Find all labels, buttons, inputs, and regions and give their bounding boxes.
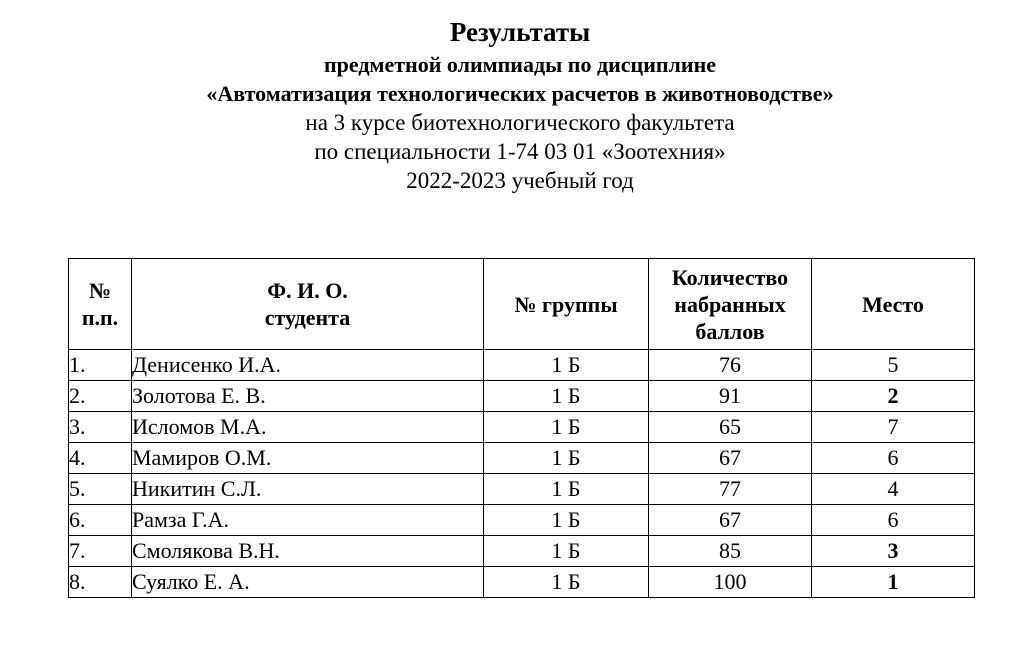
header-score-line-1: Количество — [671, 264, 789, 290]
table-row — [69, 474, 975, 505]
table-row — [69, 536, 975, 567]
header-score-line-3: баллов — [695, 318, 765, 344]
score-cell: 100 — [649, 567, 812, 598]
student-name-cell: Денисенко И.А. — [132, 350, 484, 381]
group-cell: 1 Б — [484, 350, 649, 381]
subtitle-line-4: по специальности 1-74 03 01 «Зоотехния» — [314, 139, 726, 164]
student-name-cell: Никитин С.Л. — [132, 474, 484, 505]
document-header — [0, 14, 1024, 195]
score-cell: 76 — [649, 350, 812, 381]
score-cell: 85 — [649, 536, 812, 567]
score-cell: 65 — [649, 412, 812, 443]
results-table — [68, 258, 975, 598]
row-number-cell: 7. — [69, 536, 132, 567]
group-cell: 1 Б — [484, 505, 649, 536]
student-name-cell: Рамза Г.А. — [132, 505, 484, 536]
table-row — [69, 412, 975, 443]
header-place-label: Место — [862, 291, 924, 317]
place-cell: 3 — [812, 536, 975, 567]
header-name — [132, 259, 484, 350]
place-cell: 7 — [812, 412, 975, 443]
subtitle-line-1: предметной олимпиады по дисциплине — [323, 52, 717, 77]
row-number-cell: 4. — [69, 443, 132, 474]
score-cell: 91 — [649, 381, 812, 412]
student-name-cell: Мамиров О.М. — [132, 443, 484, 474]
subtitle-line-2: «Автоматизация технологических расчетов в животноводстве» — [206, 81, 834, 106]
header-score — [649, 259, 812, 350]
table-row — [69, 505, 975, 536]
place-cell: 1 — [812, 567, 975, 598]
row-number-cell: 8. — [69, 567, 132, 598]
place-cell: 4 — [812, 474, 975, 505]
student-name-cell: Золотова Е. В. — [132, 381, 484, 412]
student-name-cell: Исломов М.А. — [132, 412, 484, 443]
group-cell: 1 Б — [484, 381, 649, 412]
table-header-row — [69, 259, 975, 350]
header-score-line-2: набранных — [674, 291, 786, 317]
header-name-line-2: студента — [264, 305, 351, 330]
table-row — [69, 350, 975, 381]
subtitle-line-5: 2022-2023 учебный год — [406, 168, 634, 193]
score-cell: 77 — [649, 474, 812, 505]
score-cell: 67 — [649, 443, 812, 474]
subtitle-line-3: на 3 курсе биотехнологического факультета — [305, 110, 735, 135]
header-group-label: № группы — [514, 291, 618, 317]
place-cell: 2 — [812, 381, 975, 412]
table-row — [69, 381, 975, 412]
row-number-cell: 5. — [69, 474, 132, 505]
student-name-cell: Смолякова В.Н. — [132, 536, 484, 567]
group-cell: 1 Б — [484, 567, 649, 598]
group-cell: 1 Б — [484, 536, 649, 567]
header-place — [812, 259, 975, 350]
place-cell: 6 — [812, 505, 975, 536]
group-cell: 1 Б — [484, 474, 649, 505]
group-cell: 1 Б — [484, 443, 649, 474]
student-name-cell: Суялко Е. А. — [132, 567, 484, 598]
header-number-line-1: № — [88, 278, 112, 303]
document-title: Результаты — [449, 17, 591, 47]
header-name-line-1: Ф. И. О. — [267, 278, 348, 303]
row-number-cell: 6. — [69, 505, 132, 536]
group-cell: 1 Б — [484, 412, 649, 443]
row-number-cell: 1. — [69, 350, 132, 381]
place-cell: 6 — [812, 443, 975, 474]
row-number-cell: 3. — [69, 412, 132, 443]
row-number-cell: 2. — [69, 381, 132, 412]
header-number-line-2: п.п. — [81, 305, 119, 330]
table-row — [69, 567, 975, 598]
header-group — [484, 259, 649, 350]
table-row — [69, 443, 975, 474]
header-number — [69, 259, 132, 350]
place-cell: 5 — [812, 350, 975, 381]
score-cell: 67 — [649, 505, 812, 536]
